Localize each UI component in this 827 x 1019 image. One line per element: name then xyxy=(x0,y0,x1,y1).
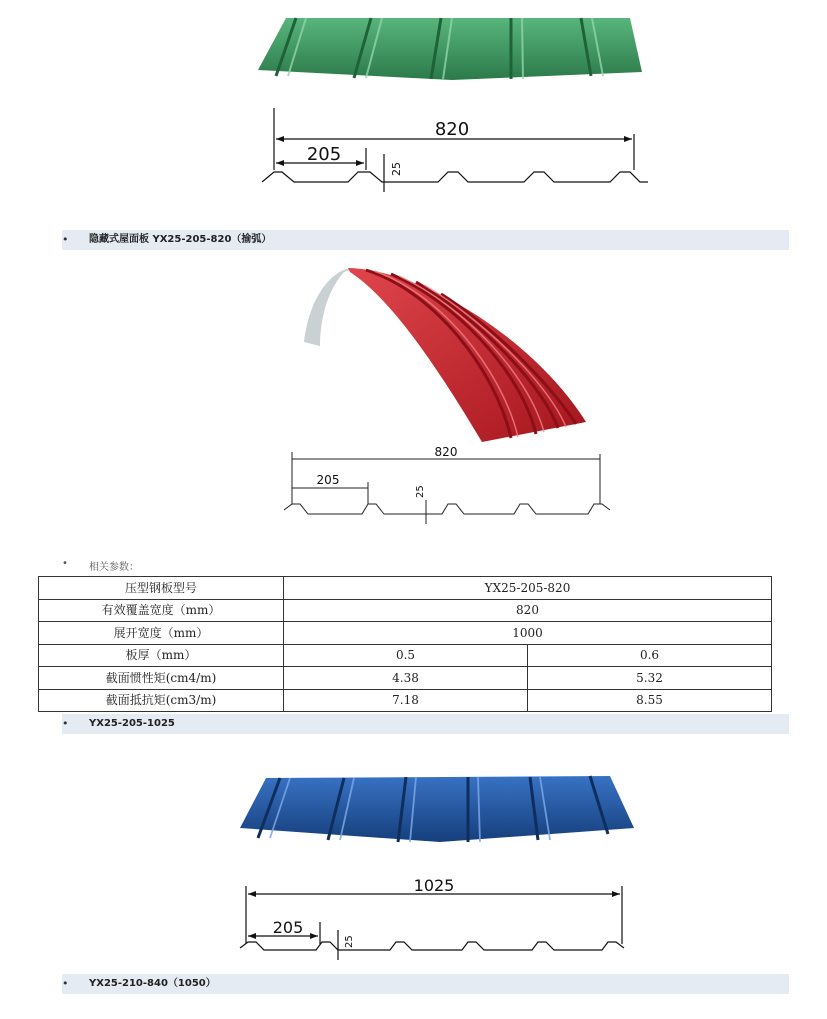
row-value: 820 xyxy=(284,599,772,622)
red-total-width: 820 xyxy=(434,445,458,459)
green-total-width: 820 xyxy=(434,119,470,140)
section-title: YX25-210-840（1050） xyxy=(89,978,216,989)
row-value: 1000 xyxy=(284,622,772,645)
row-label: 截面抵抗矩(cm3/m) xyxy=(39,689,284,712)
bullet: • xyxy=(62,717,69,730)
bullet: • xyxy=(62,233,69,246)
table-row xyxy=(39,644,772,667)
section-title: 隐藏式屋面板 YX25-205-820（揄弧） xyxy=(89,234,272,245)
table-row xyxy=(39,622,772,645)
green-height: 25 xyxy=(390,162,403,176)
row-value: YX25-205-820 xyxy=(284,577,772,600)
green-profile-drawing xyxy=(262,108,652,194)
row-value-b: 8.55 xyxy=(528,689,772,712)
row-label: 有效覆盖宽度（mm） xyxy=(39,599,284,622)
spec-table xyxy=(38,576,772,712)
green-panel-image xyxy=(256,12,646,82)
blue-profile-drawing xyxy=(236,872,632,960)
row-label: 压型钢板型号 xyxy=(39,577,284,600)
row-label: 板厚（mm） xyxy=(39,644,284,667)
table-row xyxy=(39,577,772,600)
row-value-b: 0.6 xyxy=(528,644,772,667)
green-pitch: 205 xyxy=(306,144,342,165)
section-title: YX25-205-1025 xyxy=(89,718,175,729)
params-title: 相关参数： xyxy=(89,562,139,573)
table-row xyxy=(39,689,772,712)
params-bullet: • xyxy=(62,558,68,569)
row-value-a: 7.18 xyxy=(284,689,528,712)
bullet: • xyxy=(62,977,69,990)
row-value-a: 0.5 xyxy=(284,644,528,667)
blue-height: 25 xyxy=(344,935,355,948)
red-curved-panel-image xyxy=(296,262,588,444)
section-bar-hidden-roof-panel xyxy=(62,230,789,250)
row-label: 展开宽度（mm） xyxy=(39,622,284,645)
red-pitch: 205 xyxy=(316,473,340,487)
section-bar-yx25-205-1025 xyxy=(62,714,789,734)
blue-total-width: 1025 xyxy=(413,876,455,895)
blue-panel-image xyxy=(240,772,636,844)
table-row xyxy=(39,667,772,690)
table-row xyxy=(39,599,772,622)
red-profile-drawing xyxy=(282,444,614,524)
row-label: 截面惯性矩(cm4/m) xyxy=(39,667,284,690)
row-value-b: 5.32 xyxy=(528,667,772,690)
row-value-a: 4.38 xyxy=(284,667,528,690)
section-bar-yx25-210-840 xyxy=(62,974,789,994)
blue-pitch: 205 xyxy=(272,918,304,937)
red-height: 25 xyxy=(415,485,426,498)
